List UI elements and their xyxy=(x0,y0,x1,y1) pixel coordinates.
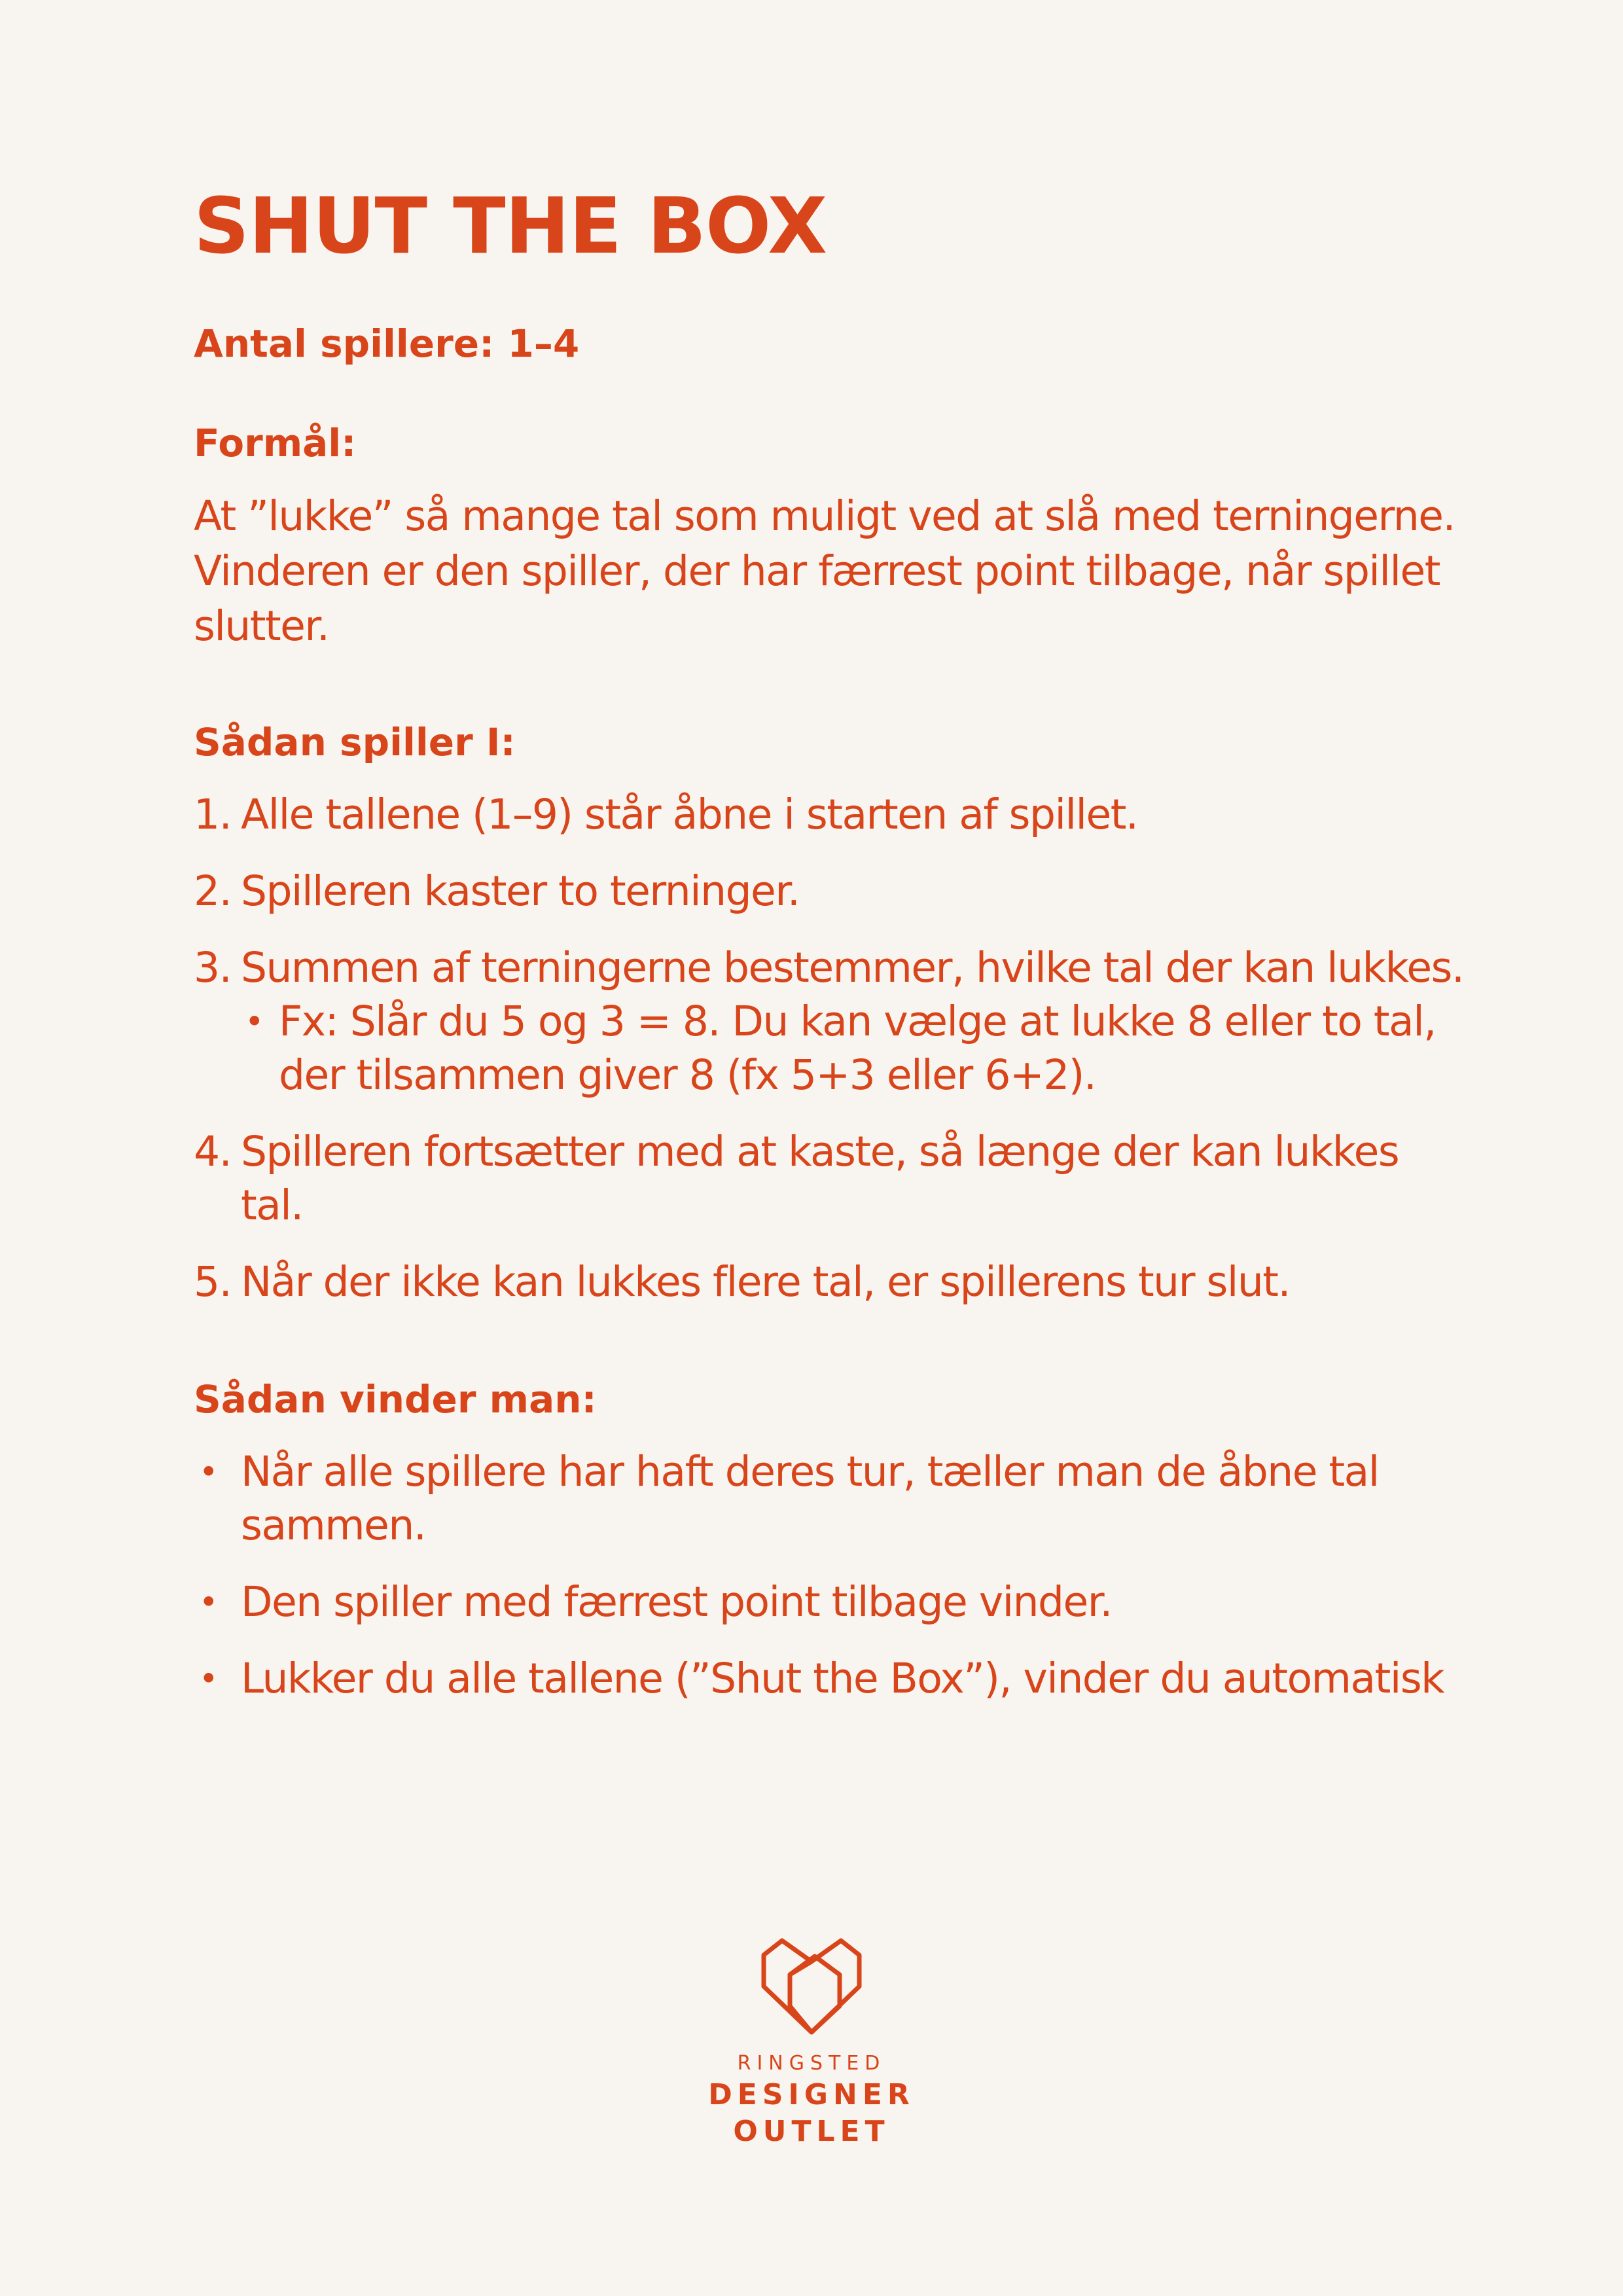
logo-line-3: OUTLET xyxy=(733,2115,890,2148)
step-sub-list xyxy=(241,995,1470,1102)
step-text: Alle tallene (1–9) står åbne i starten af spillet. xyxy=(241,791,1138,838)
win-item-text: Når alle spillere har haft deres tur, tæller man de åbne tal sammen. xyxy=(241,1448,1379,1549)
bullet-icon: • xyxy=(245,1003,263,1041)
list-item xyxy=(194,788,1470,842)
step-number: 1. xyxy=(194,791,232,838)
sub-item-text: Fx: Slår du 5 og 3 = 8. Du kan vælge at lukke 8 eller to tal, der tilsammen giver 8 (fx 5+3 eller 6+2). xyxy=(279,997,1436,1099)
step-number: 5. xyxy=(194,1258,232,1306)
win-item-text: Lukker du alle tallene (”Shut the Box”), vinder du automatisk xyxy=(241,1655,1444,1702)
list-item xyxy=(194,1125,1470,1232)
page-title: SHUT THE BOX xyxy=(194,181,827,271)
step-text: Spilleren fortsætter med at kaste, så længe der kan lukkes tal. xyxy=(241,1128,1399,1229)
step-text: Summen af terningerne bestemmer, hvilke tal der kan lukkes. xyxy=(241,944,1464,992)
player-count: Antal spillere: 1–4 xyxy=(194,321,580,366)
sub-list-item xyxy=(241,995,1470,1102)
list-item xyxy=(194,1255,1470,1309)
list-item xyxy=(194,865,1470,918)
rules-page xyxy=(194,173,1470,1729)
list-item xyxy=(194,1652,1470,1706)
logo-line-1: RINGSTED xyxy=(737,2052,886,2075)
how-to-play-heading: Sådan spiller I: xyxy=(194,720,516,764)
list-item xyxy=(194,1445,1470,1552)
how-to-win-heading: Sådan vinder man: xyxy=(194,1377,597,1422)
step-number: 4. xyxy=(194,1128,232,1175)
brand-logo xyxy=(687,1934,936,2150)
purpose-text: At ”lukke” så mange tal som muligt ved at slå med terningerne. Vinderen er den spiller, der har færrest point tilbage, når spillet slutter. xyxy=(194,492,1455,650)
list-item xyxy=(194,1575,1470,1629)
steps-list xyxy=(194,788,1470,1309)
step-number: 2. xyxy=(194,867,232,915)
heart-logo-icon xyxy=(756,1934,867,2039)
purpose-heading: Formål: xyxy=(194,421,357,465)
step-number: 3. xyxy=(194,944,232,992)
bullet-icon: • xyxy=(199,1660,217,1698)
win-item-text: Den spiller med færrest point tilbage vinder. xyxy=(241,1578,1112,1626)
bullet-icon: • xyxy=(199,1583,217,1621)
logo-line-2: DESIGNER xyxy=(708,2078,915,2111)
step-text: Spilleren kaster to terninger. xyxy=(241,867,800,915)
win-list xyxy=(194,1445,1470,1706)
list-item xyxy=(194,941,1470,1102)
step-text: Når der ikke kan lukkes flere tal, er spillerens tur slut. xyxy=(241,1258,1291,1306)
bullet-icon: • xyxy=(199,1453,217,1491)
